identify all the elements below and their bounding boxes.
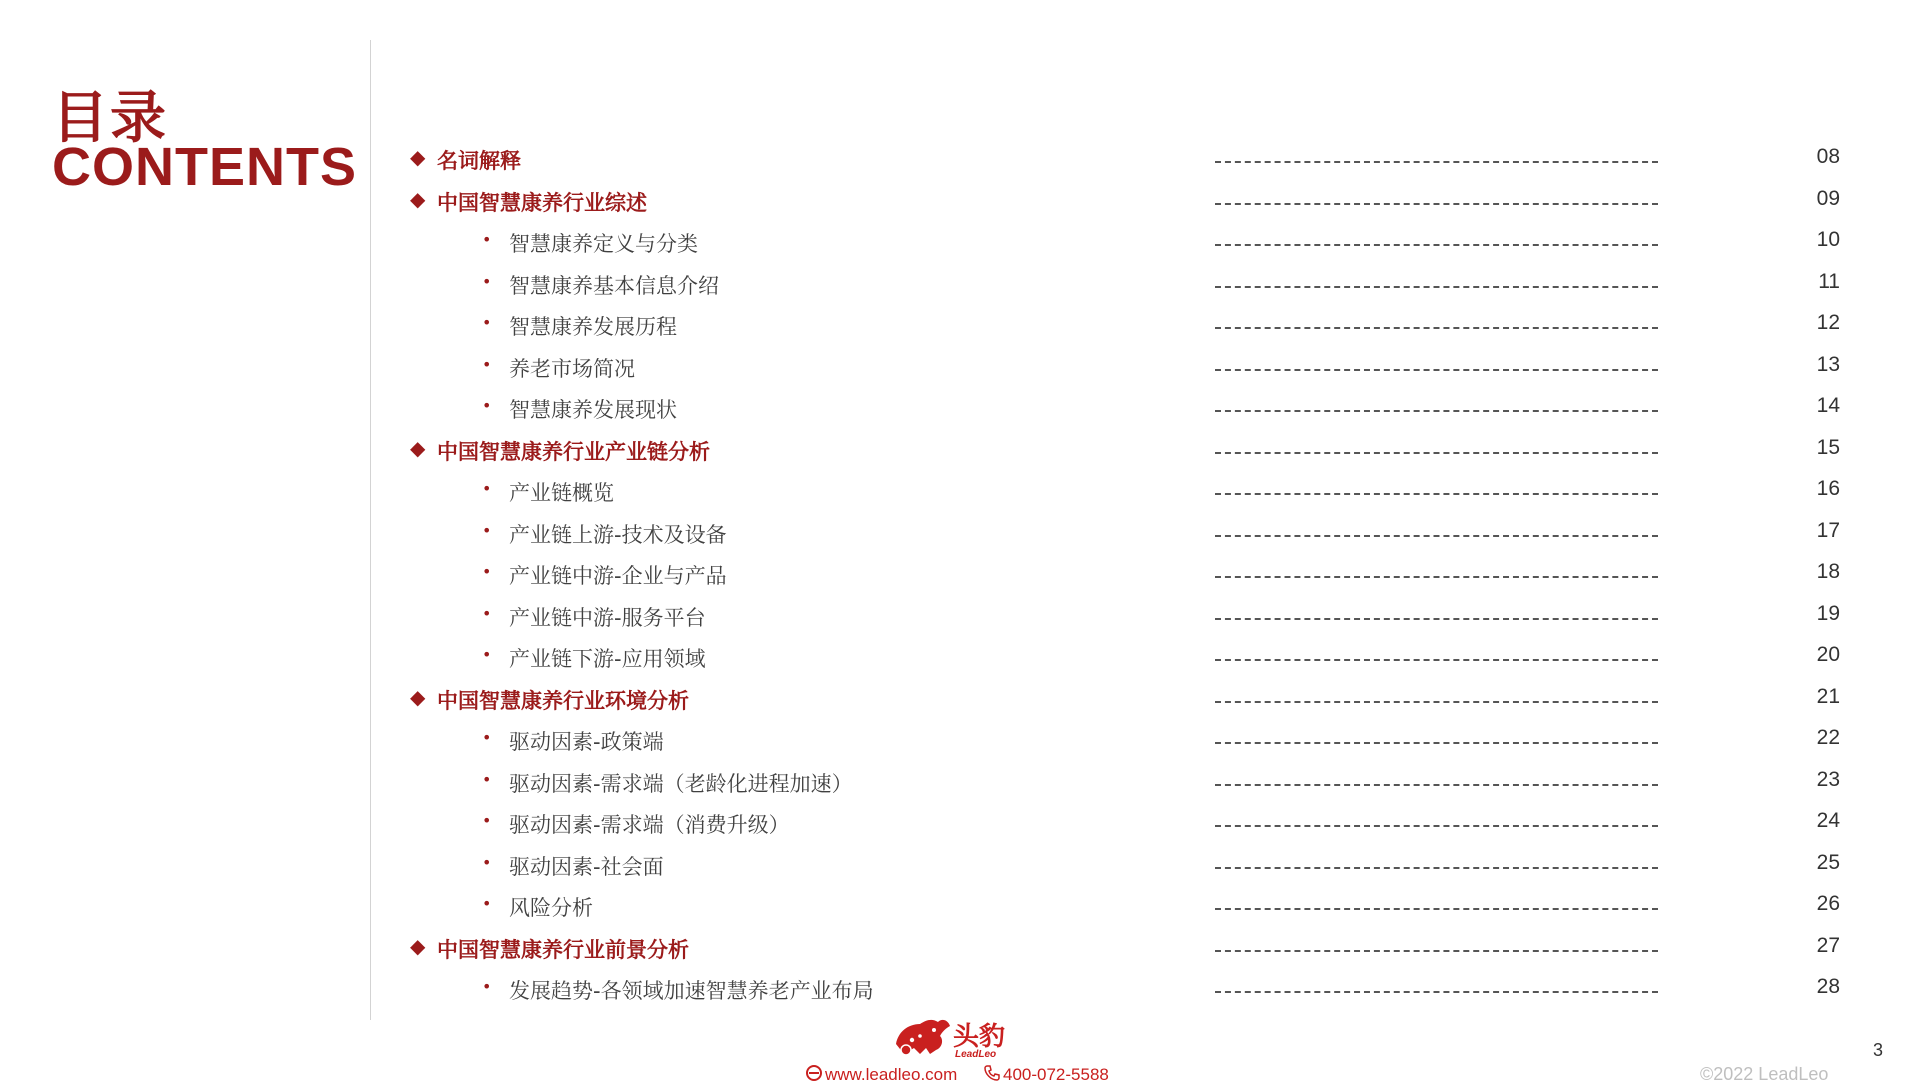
toc-sub-row[interactable]: [0, 849, 1920, 890]
toc-page-number: 28: [1816, 975, 1840, 998]
dot-bullet-icon: •: [482, 894, 492, 913]
toc-page-number: 18: [1816, 560, 1840, 583]
globe-e-icon: [805, 1064, 823, 1082]
toc-page-number: 09: [1816, 186, 1840, 210]
diamond-bullet-icon: ◆: [410, 435, 426, 460]
logo-text-cn: 头豹: [953, 1022, 1006, 1052]
toc-page-number: 20: [1816, 643, 1840, 666]
dot-bullet-icon: •: [482, 562, 492, 581]
toc-leader-line: [1215, 867, 1658, 869]
toc-label: 风险分析: [509, 896, 593, 920]
toc-leader-line: [1215, 410, 1658, 412]
toc-leader-line: [1215, 618, 1658, 620]
dot-bullet-icon: •: [482, 769, 492, 789]
toc-label: 产业链下游-应用领域: [509, 647, 706, 671]
toc-leader-line: [1215, 493, 1658, 495]
toc-sub-row[interactable]: [0, 351, 1920, 392]
dot-bullet-icon: •: [482, 230, 492, 249]
toc-label: 名词解释: [437, 149, 521, 173]
website-text: www.leadleo.com: [825, 1065, 958, 1084]
toc-sub-row[interactable]: [0, 600, 1920, 641]
toc-page-number: 24: [1816, 809, 1840, 832]
toc-section-row[interactable]: [0, 185, 1920, 226]
toc-label: 智慧康养定义与分类: [509, 232, 698, 256]
toc-label: 产业链概览: [509, 481, 614, 505]
toc-page-number: 17: [1816, 518, 1840, 542]
toc-label: 中国智慧康养行业产业链分析: [437, 439, 710, 464]
dot-bullet-icon: •: [482, 811, 492, 830]
toc-sub-row[interactable]: [0, 475, 1920, 516]
toc-label: 中国智慧康养行业综述: [437, 190, 647, 215]
toc-page-number: 12: [1816, 311, 1840, 334]
toc-sub-row[interactable]: [0, 973, 1920, 1014]
toc-leader-line: [1215, 742, 1658, 744]
toc-sub-row[interactable]: [0, 807, 1920, 848]
toc-leader-line: [1215, 991, 1658, 993]
dot-bullet-icon: •: [482, 313, 492, 332]
toc-label: 驱动因素-政策端: [509, 730, 664, 754]
toc-page-number: 23: [1816, 767, 1840, 791]
page-title-en: CONTENTS: [52, 137, 357, 197]
toc-label: 智慧康养基本信息介绍: [509, 273, 719, 298]
toc-label: 驱动因素-需求端（老龄化进程加速）: [509, 771, 853, 796]
dot-bullet-icon: •: [482, 645, 492, 664]
toc-page-number: 10: [1816, 228, 1840, 251]
toc-leader-line: [1215, 327, 1658, 329]
toc-leader-line: [1215, 659, 1658, 661]
toc-sub-row[interactable]: [0, 641, 1920, 682]
dot-bullet-icon: •: [482, 396, 492, 415]
toc-page-number: 14: [1816, 394, 1840, 417]
toc-section-row[interactable]: [0, 434, 1920, 475]
toc-page-number: 08: [1816, 145, 1840, 168]
toc-section-row[interactable]: [0, 932, 1920, 973]
toc-leader-line: [1215, 825, 1658, 827]
dot-bullet-icon: •: [482, 479, 492, 498]
toc-label: 产业链上游-技术及设备: [509, 522, 727, 547]
toc-leader-line: [1215, 908, 1658, 910]
toc-page-number: 13: [1816, 352, 1840, 376]
toc-leader-line: [1215, 244, 1658, 246]
toc-page-number: 11: [1818, 269, 1840, 293]
toc-page-number: 19: [1816, 601, 1840, 625]
toc-section-row[interactable]: [0, 143, 1920, 184]
diamond-bullet-icon: ◆: [410, 145, 426, 169]
toc-page-number: 21: [1816, 684, 1840, 708]
dot-bullet-icon: •: [482, 977, 492, 996]
toc-page-number: 15: [1816, 435, 1840, 459]
toc-label: 中国智慧康养行业环境分析: [437, 688, 689, 713]
dot-bullet-icon: •: [482, 852, 492, 872]
toc-label: 驱动因素-社会面: [509, 854, 664, 879]
toc-leader-line: [1215, 286, 1658, 288]
toc-label: 中国智慧康养行业前景分析: [437, 937, 689, 962]
dot-bullet-icon: •: [482, 520, 492, 540]
page-number: 3: [1873, 1040, 1884, 1060]
page-title-cn: 目录: [52, 86, 168, 151]
logo-text-en: LeadLeo: [955, 1049, 997, 1060]
toc-sub-row[interactable]: [0, 890, 1920, 931]
dot-bullet-icon: •: [482, 728, 492, 747]
toc-leader-line: [1215, 203, 1658, 205]
website-link[interactable]: [805, 1064, 957, 1084]
toc-sub-row[interactable]: [0, 309, 1920, 350]
phone-text: 400-072-5588: [1003, 1065, 1109, 1084]
toc-page-number: 22: [1816, 726, 1840, 749]
diamond-bullet-icon: ◆: [410, 684, 426, 709]
toc-page-number: 27: [1816, 933, 1840, 957]
toc-label: 智慧康养发展历程: [509, 315, 677, 339]
toc-label: 养老市场简况: [509, 356, 635, 381]
toc-page-number: 26: [1816, 892, 1840, 915]
phone-icon: [983, 1064, 1001, 1082]
dot-bullet-icon: •: [482, 271, 492, 291]
diamond-bullet-icon: ◆: [410, 186, 426, 211]
toc-label: 产业链中游-企业与产品: [509, 564, 727, 588]
toc-page-number: 25: [1816, 850, 1840, 874]
diamond-bullet-icon: ◆: [410, 933, 426, 958]
toc-sub-row[interactable]: [0, 226, 1920, 267]
toc-sub-row[interactable]: [0, 766, 1920, 807]
toc-leader-line: [1215, 161, 1658, 163]
toc-leader-line: [1215, 576, 1658, 578]
toc-sub-row[interactable]: [0, 268, 1920, 309]
toc-leader-line: [1215, 784, 1658, 786]
toc-label: 驱动因素-需求端（消费升级）: [509, 813, 790, 837]
toc-label: 产业链中游-服务平台: [509, 605, 706, 630]
toc-leader-line: [1215, 701, 1658, 703]
toc-label: 发展趋势-各领域加速智慧养老产业布局: [509, 979, 874, 1003]
toc-label: 智慧康养发展现状: [509, 398, 677, 422]
toc-sub-row[interactable]: [0, 724, 1920, 765]
toc-section-row[interactable]: [0, 683, 1920, 724]
copyright: ©2022 LeadLeo: [1700, 1064, 1829, 1084]
toc-sub-row[interactable]: [0, 517, 1920, 558]
toc-sub-row[interactable]: [0, 392, 1920, 433]
toc-leader-line: [1215, 535, 1658, 537]
dot-bullet-icon: •: [482, 603, 492, 623]
toc-leader-line: [1215, 452, 1658, 454]
phone-link[interactable]: [983, 1064, 1109, 1084]
toc-leader-line: [1215, 950, 1658, 952]
toc-leader-line: [1215, 369, 1658, 371]
toc-sub-row[interactable]: [0, 558, 1920, 599]
toc-page-number: 16: [1816, 477, 1840, 500]
dot-bullet-icon: •: [482, 354, 492, 374]
